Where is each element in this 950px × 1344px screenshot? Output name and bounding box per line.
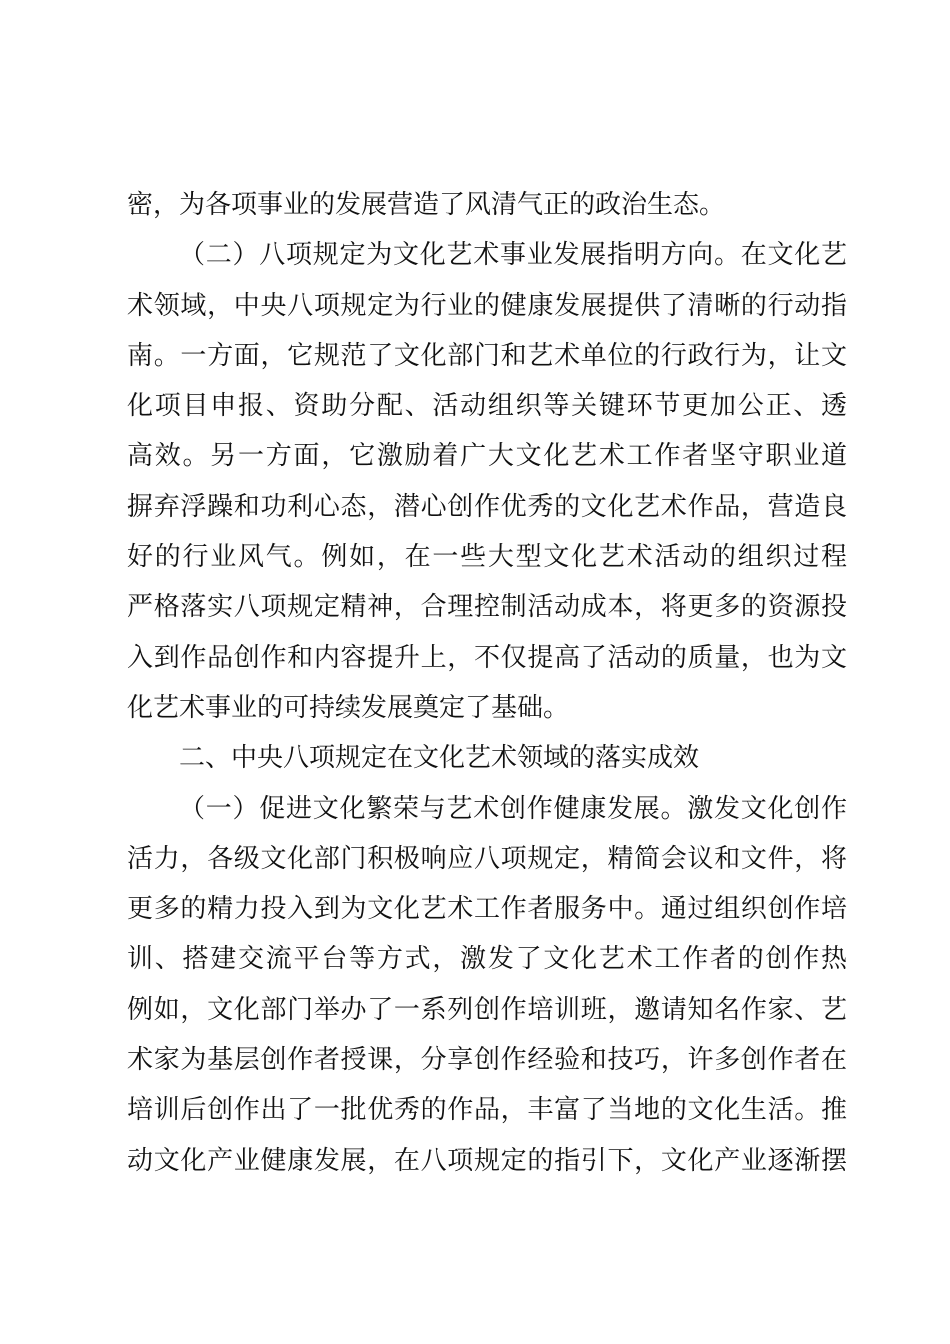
text-line: （一）促进文化繁荣与艺术创作健康发展。激发文化创作 <box>179 793 847 824</box>
text-line: 动文化产业健康发展，在八项规定的指引下，文化产业逐渐摆 <box>127 1145 847 1176</box>
text-line: 例如，文化部门举办了一系列创作培训班，邀请知名作家、艺 <box>127 994 847 1025</box>
text-line: 术家为基层创作者授课，分享创作经验和技巧，许多创作者在 <box>127 1045 847 1076</box>
text-line: 入到作品创作和内容提升上，不仅提高了活动的质量，也为文 <box>127 642 847 673</box>
text-line: 更多的精力投入到为文化艺术工作者服务中。通过组织创作培 <box>127 894 847 925</box>
text-line: 严格落实八项规定精神，合理控制活动成本，将更多的资源投 <box>127 592 847 623</box>
text-line: 化艺术事业的可持续发展奠定了基础。 <box>127 692 570 723</box>
text-line: 南。一方面，它规范了文化部门和艺术单位的行政行为，让文 <box>127 340 847 371</box>
text-line: 训、搭建交流平台等方式，激发了文化艺术工作者的创作热 <box>127 944 847 975</box>
text-line: 术领域，中央八项规定为行业的健康发展提供了清晰的行动指 <box>127 290 847 321</box>
text-line: 化项目申报、资助分配、活动组织等关键环节更加公正、透 <box>127 391 847 422</box>
text-line: 好的行业风气。例如，在一些大型文化艺术活动的组织过程 <box>127 542 847 573</box>
text-line: 活力，各级文化部门积极响应八项规定，精简会议和文件，将 <box>127 843 847 874</box>
document-body <box>127 180 847 1186</box>
text-line: 培训后创作出了一批优秀的作品，丰富了当地的文化生活。推 <box>127 1095 847 1126</box>
text-line: 摒弃浮躁和功利心态，潜心创作优秀的文化艺术作品，营造良 <box>127 491 847 522</box>
text-line: （二）八项规定为文化艺术事业发展指明方向。在文化艺 <box>179 240 847 271</box>
text-line: 高效。另一方面，它激励着广大文化艺术工作者坚守职业道 <box>127 441 847 472</box>
text-line: 二、中央八项规定在文化艺术领域的落实成效 <box>179 743 700 774</box>
text-line: 密，为各项事业的发展营造了风清气正的政治生态。 <box>127 190 726 220</box>
